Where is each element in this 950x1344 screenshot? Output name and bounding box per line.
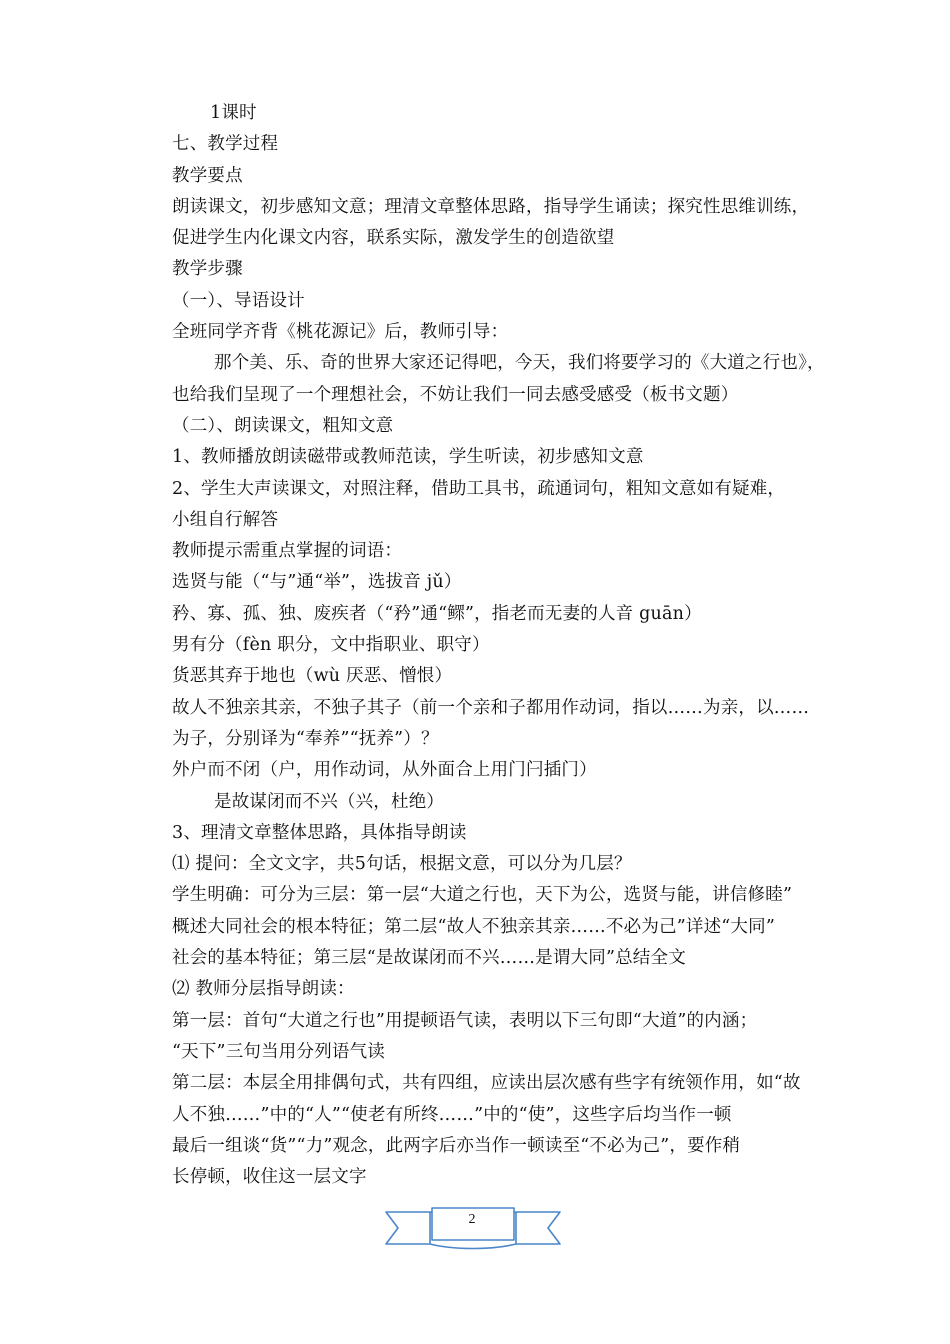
text-line: 2、学生大声读课文，对照注释，借助工具书，疏通词句，粗知文意如有疑难， (172, 478, 786, 499)
text-line: 第二层：本层全用排偶句式，共有四组，应读出层次感有些字有统领作用，如“故 (172, 1073, 801, 1094)
page-footer-ribbon (384, 1198, 562, 1254)
text-line: 3、理清文章整体思路，具体指导朗读 (172, 822, 467, 843)
text-line: “天下”三句当用分列语气读 (172, 1041, 385, 1062)
text-line: 社会的基本特征；第三层“是故谋闭而不兴……是谓大同”总结全文 (172, 948, 686, 969)
text-line: 货恶其弃于地也（wù 厌恶、憎恨） (172, 666, 453, 687)
text-line: 外户而不闭（户，用作动词，从外面合上用门闩插门） (172, 760, 597, 781)
text-line: （一）、导语设计 (172, 290, 305, 311)
text-line: 1、教师播放朗读磁带或教师范读，学生听读，初步感知文意 (172, 447, 644, 468)
text-line: 概述大同社会的根本特征；第二层“故人不独亲其亲……不必为己”详述“大同” (172, 916, 775, 937)
text-line: 学生明确：可分为三层：第一层“大道之行也，天下为公，选贤与能，讲信修睦” (172, 885, 793, 906)
text-line: 朗读课文，初步感知文意；理清文章整体思路，指导学生诵读；探究性思维训练， (172, 196, 810, 217)
text-line: 为子，分别译为“奉养”“抚养”）？ (172, 728, 439, 749)
document-body (172, 98, 848, 1193)
text-line: 人不独……”中的“人”“使老有所终……”中的“使”，这些字后均当作一顿 (172, 1104, 732, 1125)
text-line: 故人不独亲其亲，不独子其子（前一个亲和子都用作动词，指以……为亲，以…… (172, 697, 810, 718)
text-line: 那个美、乐、奇的世界大家还记得吧，今天，我们将要学习的《大道之行也》， (214, 353, 825, 374)
text-line: 全班同学齐背《桃花源记》后，教师引导： (172, 322, 509, 343)
text-line: 长停顿，收住这一层文字 (172, 1167, 367, 1188)
text-line: 矜、寡、孤、独、废疾者（“矜”通“鳏”，指老而无妻的人音 guān） (172, 603, 702, 624)
text-line: 男有分（fèn 职分，文中指职业、职守） (172, 635, 490, 656)
text-line: 1课时 (210, 103, 257, 123)
text-line: 教学要点 (172, 165, 243, 186)
text-line: 七、教学过程 (172, 134, 279, 155)
text-line: 最后一组谈“货”“力”观念，此两字后亦当作一顿读至“不必为己”，要作稍 (172, 1135, 741, 1156)
text-line: 也给我们呈现了一个理想社会，不妨让我们一同去感受感受（板书文题） (172, 384, 739, 405)
text-line: 是故谋闭而不兴（兴，杜绝） (214, 791, 445, 812)
text-line: 小组自行解答 (172, 509, 279, 530)
text-line: 促进学生内化课文内容，联系实际，激发学生的创造欲望 (172, 228, 615, 249)
text-line: 第一层：首句“大道之行也”用提顿语气读，表明以下三句即“大道”的内涵； (172, 1010, 758, 1031)
text-line: ⑴ 提问：全文文字，共5句话，根据文意，可以分为几层？ (172, 854, 632, 875)
text-line: 选贤与能（“与”通“举”，选拔音 jǔ） (172, 572, 462, 593)
text-line: ⑵ 教师分层指导朗读： (172, 979, 355, 1000)
text-line: 教学步骤 (172, 259, 243, 280)
text-line: 教师提示需重点掌握的词语： (172, 541, 403, 562)
page-number: 2 (468, 1212, 476, 1227)
text-line: （二）、朗读课文，粗知文意 (172, 415, 394, 436)
